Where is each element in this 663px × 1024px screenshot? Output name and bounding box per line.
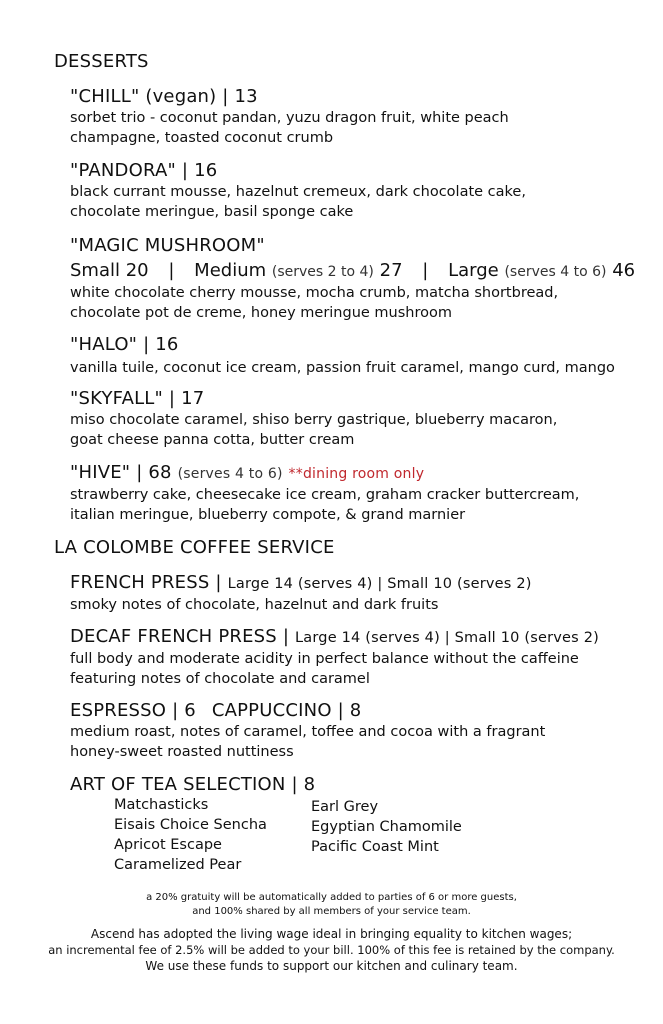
item-desc-line: chocolate meringue, basil sponge cake (70, 204, 354, 220)
size-medium-price: 27 (379, 260, 403, 281)
item-desc-line: vanilla tuile, coconut ice cream, passion fruit caramel, mango curd, mango (70, 360, 615, 376)
item-desc-line: chocolate pot de creme, honey meringue mushroom (70, 305, 452, 321)
item-title: DECAF FRENCH PRESS | (70, 626, 290, 647)
item-desc-line: honey-sweet roasted nuttiness (70, 744, 294, 760)
item-title: "PANDORA" | 16 (70, 160, 218, 181)
item-desc-line: medium roast, notes of caramel, toffee and cocoa with a fragrant (70, 724, 546, 740)
size-small: Small 20 (70, 260, 149, 281)
size-options (70, 260, 635, 283)
item-title-row (70, 462, 579, 485)
item-title: "MAGIC MUSHROOM" (70, 235, 265, 256)
desserts-heading: DESSERTS (54, 51, 149, 72)
size-large: Large (448, 260, 499, 281)
footer-line: an incremental fee of 2.5% will be added to your bill. 100% of this fee is retained by the company. (48, 943, 615, 957)
menu-item-french-press (70, 572, 532, 615)
dining-room-only-note: **dining room only (288, 466, 425, 482)
gratuity-notice (0, 891, 663, 919)
item-desc-line: sorbet trio - coconut pandan, yuzu dragon fruit, white peach (70, 110, 509, 126)
item-desc-line: champagne, toasted coconut crumb (70, 130, 334, 146)
tea-item: Egyptian Chamomile (311, 819, 462, 835)
menu-item-magic-mushroom (70, 235, 635, 323)
tea-item: Matchasticks (114, 797, 209, 813)
tea-item: Caramelized Pear (114, 857, 242, 873)
separator: | (168, 260, 175, 281)
menu-item-tea (70, 774, 315, 796)
item-title: "HIVE" | 68 (70, 462, 172, 483)
hive-serves-note: (serves 4 to 6) (177, 466, 283, 482)
footer-line: Ascend has adopted the living wage ideal in bringing equality to kitchen wages; (90, 927, 573, 941)
footer-line: and 100% shared by all members of your service team. (192, 906, 471, 917)
menu-item-decaf-french-press (70, 626, 599, 689)
size-large-note: (serves 4 to 6) (504, 264, 607, 280)
item-desc-line: black currant mousse, hazelnut cremeux, dark chocolate cake, (70, 184, 526, 200)
item-title-row (70, 700, 545, 722)
size-medium-note: (serves 2 to 4) (271, 264, 374, 280)
item-desc-line: smoky notes of chocolate, hazelnut and dark fruits (70, 597, 439, 613)
tea-item: Apricot Escape (114, 837, 222, 853)
item-title: "HALO" | 16 (70, 334, 179, 355)
item-desc-line: goat cheese panna cotta, butter cream (70, 432, 355, 448)
item-title-cappuccino: CAPPUCCINO | 8 (211, 700, 362, 721)
item-sizes: Large 14 (serves 4) | Small 10 (serves 2) (227, 576, 532, 592)
size-large-price: 46 (612, 260, 636, 281)
item-title: FRENCH PRESS | (70, 572, 222, 593)
menu-item-espresso (70, 700, 545, 762)
tea-list-right (311, 797, 462, 857)
item-title-row (70, 626, 599, 649)
tea-item: Pacific Coast Mint (311, 839, 439, 855)
item-title: "CHILL" (vegan) | 13 (70, 86, 258, 107)
menu-item-hive (70, 462, 579, 525)
item-sizes: Large 14 (serves 4) | Small 10 (serves 2) (295, 630, 600, 646)
size-medium: Medium (194, 260, 267, 281)
coffee-heading: LA COLOMBE COFFEE SERVICE (54, 537, 335, 558)
tea-item: Eisais Choice Sencha (114, 817, 267, 833)
menu-item-chill (70, 86, 509, 148)
item-title: "SKYFALL" | 17 (70, 388, 205, 409)
item-desc-line: featuring notes of chocolate and caramel (70, 671, 370, 687)
item-title: ESPRESSO | 6 (70, 700, 196, 721)
item-desc-line: miso chocolate caramel, shiso berry gastrique, blueberry macaron, (70, 412, 558, 428)
menu-item-halo (70, 334, 615, 378)
item-desc-line: full body and moderate acidity in perfect balance without the caffeine (70, 651, 579, 667)
menu-item-pandora (70, 160, 526, 222)
tea-list-left (114, 795, 267, 875)
item-desc-line: strawberry cake, cheesecake ice cream, graham cracker buttercream, (70, 487, 580, 503)
separator: | (422, 260, 429, 281)
menu-item-skyfall (70, 388, 557, 450)
item-title-row (70, 572, 532, 595)
item-title: ART OF TEA SELECTION | 8 (70, 774, 316, 795)
footer-line: a 20% gratuity will be automatically added to parties of 6 or more guests, (146, 892, 517, 903)
tea-item: Earl Grey (311, 799, 379, 815)
item-desc-line: italian meringue, blueberry compote, & grand marnier (70, 507, 466, 523)
living-wage-notice (0, 926, 663, 974)
footer-line: We use these funds to support our kitchen and culinary team. (145, 959, 518, 973)
item-desc-line: white chocolate cherry mousse, mocha crumb, matcha shortbread, (70, 285, 559, 301)
